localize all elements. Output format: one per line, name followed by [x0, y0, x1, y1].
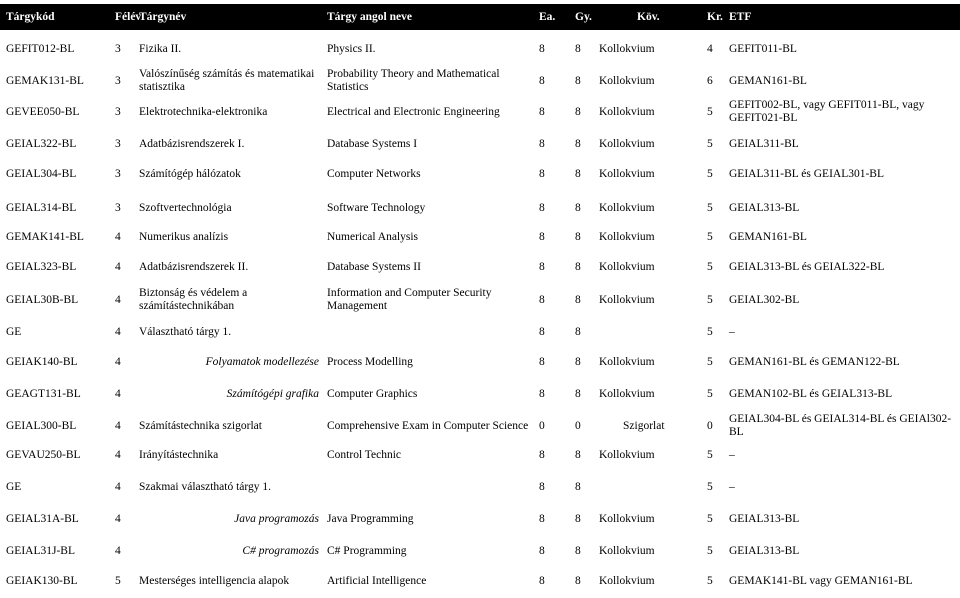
lectures-cell: 8 [539, 575, 545, 587]
code-cell: GE [6, 326, 22, 338]
lectures-cell: 8 [539, 43, 545, 55]
requirement-cell: Kollokvium [599, 356, 655, 368]
lectures-cell: 8 [539, 106, 545, 118]
code-cell: GEIAL300-BL [6, 420, 77, 432]
hungarian-name-cell: Szakmai választható tárgy 1. [139, 480, 271, 493]
header-credits: Kr. [707, 11, 723, 23]
lectures-cell: 0 [539, 420, 545, 432]
requirement-cell [599, 472, 691, 502]
hungarian-name-cell: Mesterséges intelligencia alapok [139, 574, 290, 587]
lectures-cell: 8 [539, 168, 545, 180]
credits-cell: 5 [707, 388, 713, 400]
table-row [0, 410, 960, 442]
practice-cell: 8 [575, 261, 581, 273]
semester-cell: 4 [115, 231, 121, 243]
practice-cell: 0 [575, 420, 581, 432]
english-name-cell: Database Systems I [327, 137, 418, 150]
header-english-name: Tárgy angol neve [327, 11, 412, 23]
prerequisites-cell: GEMAN102-BL és GEIAL313-BL [729, 387, 893, 400]
semester-cell: 4 [115, 326, 121, 338]
credits-cell: 5 [707, 294, 713, 306]
semester-cell: 4 [115, 513, 121, 525]
prerequisites-cell: GEMAN161-BL [729, 74, 807, 87]
english-name-cell: Computer Graphics [327, 387, 418, 400]
requirement-cell: Kollokvium [599, 138, 655, 150]
semester-cell: 3 [115, 202, 121, 214]
english-name-cell: Information and Computer Security Management [327, 287, 492, 312]
table-row [0, 282, 960, 318]
credits-cell: 0 [707, 420, 713, 432]
code-cell: GEMAK141-BL [6, 231, 84, 243]
credits-cell: 5 [707, 481, 713, 493]
credits-cell: 5 [707, 513, 713, 525]
practice-cell: 8 [575, 575, 581, 587]
english-name-cell: Electrical and Electronic Engineering [327, 105, 500, 118]
hungarian-name-cell: Számítógépi grafika [226, 387, 319, 400]
hungarian-name-cell: Elektrotechnika-elektronika [139, 105, 268, 118]
credits-cell: 5 [707, 356, 713, 368]
credits-cell: 5 [707, 138, 713, 150]
practice-cell: 8 [575, 356, 581, 368]
prerequisites-cell: GEFIT002-BL, vagy GEFIT011-BL, vagy GEFIT021-BL [729, 99, 925, 124]
prerequisites-cell: GEMAN161-BL és GEMAN122-BL [729, 355, 900, 368]
english-name-cell [327, 472, 537, 502]
requirement-cell: Szigorlat [623, 420, 665, 432]
code-cell: GEFIT012-BL [6, 43, 75, 55]
header-practice: Gy. [575, 11, 592, 23]
prerequisites-cell: GEIAL313-BL [729, 544, 800, 557]
lectures-cell: 8 [539, 75, 545, 87]
lectures-cell: 8 [539, 481, 545, 493]
code-cell: GEIAL323-BL [6, 261, 77, 273]
requirement-cell: Kollokvium [599, 231, 655, 243]
practice-cell: 8 [575, 43, 581, 55]
header-lectures: Ea. [539, 11, 556, 23]
requirement-cell: Kollokvium [599, 575, 655, 587]
practice-cell: 8 [575, 106, 581, 118]
table-row [0, 222, 960, 252]
english-name-cell: Artificial Intelligence [327, 574, 427, 587]
english-name-cell: Numerical Analysis [327, 230, 419, 243]
hungarian-name-cell: Szoftvertechnológia [139, 201, 232, 214]
table-row [0, 472, 960, 502]
table-row [0, 318, 960, 346]
semester-cell: 4 [115, 356, 121, 368]
practice-cell: 8 [575, 388, 581, 400]
practice-cell: 8 [575, 168, 581, 180]
practice-cell: 8 [575, 481, 581, 493]
hungarian-name-cell: Numerikus analízis [139, 230, 229, 243]
table-row [0, 130, 960, 158]
credits-cell: 5 [707, 261, 713, 273]
practice-cell: 8 [575, 513, 581, 525]
practice-cell: 8 [575, 326, 581, 338]
table-row [0, 252, 960, 282]
code-cell: GEIAL31J-BL [6, 545, 75, 557]
hungarian-name-cell: Számítógép hálózatok [139, 167, 241, 180]
table-row [0, 566, 960, 596]
table-row [0, 504, 960, 534]
lectures-cell: 8 [539, 261, 545, 273]
prerequisites-cell: GEIAL311-BL és GEIAL301-BL [729, 167, 885, 180]
requirement-cell: Kollokvium [599, 202, 655, 214]
code-cell: GEVEE050-BL [6, 106, 80, 118]
code-cell: GEIAL322-BL [6, 138, 77, 150]
code-cell: GEIAK140-BL [6, 356, 78, 368]
table-row [0, 64, 960, 98]
practice-cell: 8 [575, 294, 581, 306]
prerequisites-cell: GEIAL313-BL [729, 512, 800, 525]
hungarian-name-cell: Fizika II. [139, 42, 182, 55]
english-name-cell: Comprehensive Exam in Computer Science [327, 419, 529, 432]
hungarian-name-cell: Java programozás [234, 512, 319, 525]
practice-cell: 8 [575, 75, 581, 87]
lectures-cell: 8 [539, 294, 545, 306]
practice-cell: 8 [575, 231, 581, 243]
semester-cell: 4 [115, 261, 121, 273]
hungarian-name-cell: Számítástechnika szigorlat [139, 419, 262, 432]
prerequisites-cell: GEMAK141-BL vagy GEMAN161-BL [729, 574, 913, 587]
semester-cell: 3 [115, 43, 121, 55]
practice-cell: 8 [575, 449, 581, 461]
table-row [0, 158, 960, 190]
practice-cell: 8 [575, 545, 581, 557]
prerequisites-cell: GEIAL311-BL [729, 137, 799, 150]
semester-cell: 4 [115, 481, 121, 493]
credits-cell: 5 [707, 449, 713, 461]
hungarian-name-cell: Valószínűség számítás és matematikai statisztika [139, 68, 315, 93]
prerequisites-cell: GEIAL313-BL és GEIAL322-BL [729, 260, 885, 273]
hungarian-name-cell: Biztonság és védelem a számítástechnikában [139, 287, 248, 312]
requirement-cell: Kollokvium [599, 43, 655, 55]
semester-cell: 3 [115, 138, 121, 150]
code-cell: GEIAL314-BL [6, 202, 77, 214]
code-cell: GEMAK131-BL [6, 75, 84, 87]
practice-cell: 8 [575, 202, 581, 214]
requirement-cell [599, 318, 691, 346]
semester-cell: 4 [115, 294, 121, 306]
hungarian-name-cell: Irányítástechnika [139, 448, 219, 461]
hungarian-name-cell: Folyamatok modellezése [205, 355, 319, 368]
english-name-cell: Probability Theory and Mathematical Statistics [327, 68, 500, 93]
lectures-cell: 8 [539, 356, 545, 368]
lectures-cell: 8 [539, 449, 545, 461]
semester-cell: 4 [115, 388, 121, 400]
english-name-cell: C# Programming [327, 544, 407, 557]
english-name-cell: Java Programming [327, 512, 414, 525]
requirement-cell: Kollokvium [599, 75, 655, 87]
prerequisites-cell: GEIAL304-BL és GEIAL314-BL és GEIAl302-BL [729, 413, 952, 438]
table-row [0, 536, 960, 566]
english-name-cell: Process Modelling [327, 355, 413, 368]
lectures-cell: 8 [539, 545, 545, 557]
credits-cell: 5 [707, 545, 713, 557]
code-cell: GE [6, 481, 22, 493]
semester-cell: 4 [115, 545, 121, 557]
code-cell: GEIAL304-BL [6, 168, 77, 180]
lectures-cell: 8 [539, 513, 545, 525]
hungarian-name-cell: Adatbázisrendszerek I. [139, 137, 245, 150]
english-name-cell [327, 318, 537, 346]
lectures-cell: 8 [539, 231, 545, 243]
table-row [0, 98, 960, 126]
english-name-cell: Software Technology [327, 201, 426, 214]
code-cell: GEVAU250-BL [6, 449, 81, 461]
code-cell: GEIAL30B-BL [6, 294, 79, 306]
prerequisites-cell: GEIAL302-BL [729, 293, 800, 306]
credits-cell: 5 [707, 106, 713, 118]
table-row [0, 346, 960, 378]
semester-cell: 3 [115, 106, 121, 118]
prerequisites-cell: – [729, 325, 735, 338]
credits-cell: 4 [707, 43, 713, 55]
code-cell: GEIAK130-BL [6, 575, 78, 587]
semester-cell: 5 [115, 575, 121, 587]
lectures-cell: 8 [539, 388, 545, 400]
requirement-cell: Kollokvium [599, 168, 655, 180]
hungarian-name-cell: Adatbázisrendszerek II. [139, 260, 249, 273]
credits-cell: 5 [707, 326, 713, 338]
prerequisites-cell: – [729, 448, 735, 461]
credits-cell: 5 [707, 231, 713, 243]
english-name-cell: Control Technic [327, 448, 402, 461]
header-requirement: Köv. [637, 11, 660, 23]
requirement-cell: Kollokvium [599, 513, 655, 525]
english-name-cell: Computer Networks [327, 167, 421, 180]
semester-cell: 3 [115, 75, 121, 87]
header-prerequisites: ETF [729, 11, 752, 23]
credits-cell: 5 [707, 168, 713, 180]
requirement-cell: Kollokvium [599, 449, 655, 461]
credits-cell: 6 [707, 75, 713, 87]
semester-cell: 3 [115, 168, 121, 180]
requirement-cell: Kollokvium [599, 294, 655, 306]
table-row [0, 194, 960, 222]
table-row [0, 378, 960, 410]
table-row [0, 36, 960, 62]
lectures-cell: 8 [539, 202, 545, 214]
header-code: Tárgykód [6, 11, 55, 23]
requirement-cell: Kollokvium [599, 106, 655, 118]
english-name-cell: Database Systems II [327, 260, 421, 273]
header-hungarian-name: Tárgynév [139, 11, 187, 23]
code-cell: GEAGT131-BL [6, 388, 81, 400]
semester-cell: 4 [115, 420, 121, 432]
prerequisites-cell: GEFIT011-BL [729, 42, 797, 55]
prerequisites-cell: – [729, 480, 735, 493]
requirement-cell: Kollokvium [599, 388, 655, 400]
practice-cell: 8 [575, 138, 581, 150]
lectures-cell: 8 [539, 326, 545, 338]
semester-cell: 4 [115, 449, 121, 461]
requirement-cell: Kollokvium [599, 545, 655, 557]
table-header [0, 4, 960, 30]
requirement-cell: Kollokvium [599, 261, 655, 273]
header-semester: Félév [115, 11, 142, 23]
code-cell: GEIAL31A-BL [6, 513, 79, 525]
hungarian-name-cell: Választható tárgy 1. [139, 325, 232, 338]
credits-cell: 5 [707, 575, 713, 587]
prerequisites-cell: GEMAN161-BL [729, 230, 807, 243]
credits-cell: 5 [707, 202, 713, 214]
prerequisites-cell: GEIAL313-BL [729, 201, 800, 214]
hungarian-name-cell: C# programozás [242, 544, 319, 557]
lectures-cell: 8 [539, 138, 545, 150]
table-row [0, 440, 960, 470]
english-name-cell: Physics II. [327, 42, 376, 55]
